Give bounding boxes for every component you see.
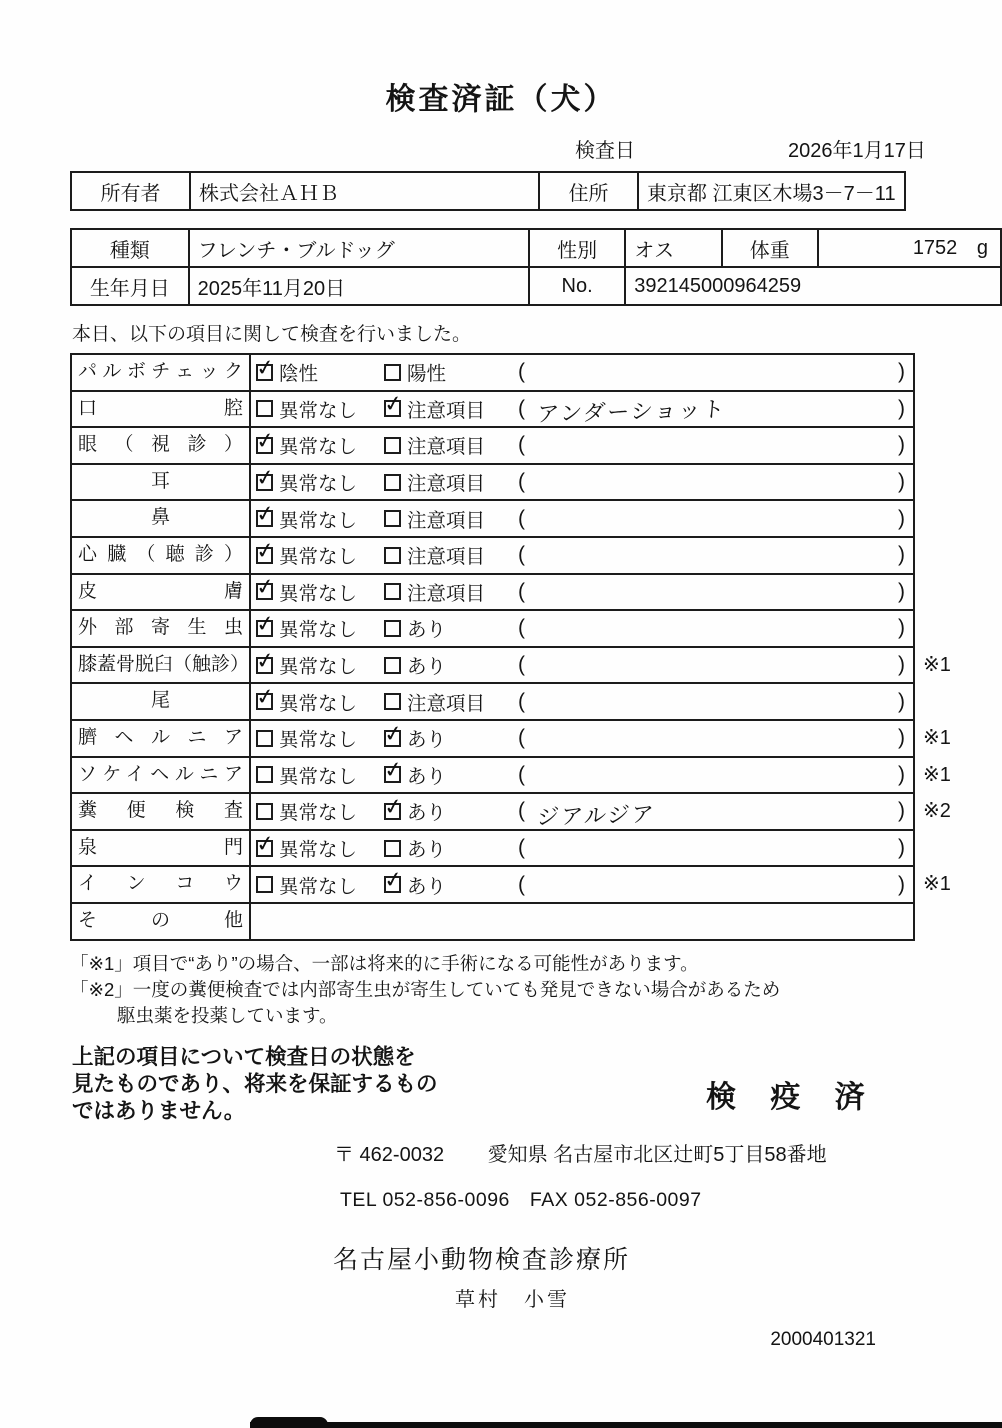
owner-value: 株式会社ＡＨＢ <box>190 172 539 210</box>
findings-field <box>514 763 913 787</box>
birthdate-value: 2025年11月20日 <box>189 267 529 305</box>
checklist-row <box>72 756 951 793</box>
findings-field <box>514 393 913 427</box>
checkbox-icon <box>256 876 273 893</box>
checkbox-icon <box>256 364 273 381</box>
findings-field <box>514 360 913 384</box>
findings-field <box>514 580 913 604</box>
option-1 <box>251 541 384 569</box>
checklist-row <box>72 536 913 573</box>
close-paren: ) <box>898 689 905 713</box>
footnote-1: 「※1」項目で“あり”の場合、一部は将来的に手術になる可能性があります。 <box>70 952 699 974</box>
option-2-label: あり <box>407 619 447 642</box>
open-paren: ( <box>518 762 525 786</box>
sex-label: 性別 <box>529 229 625 267</box>
checklist-row <box>72 390 913 427</box>
footnote-mark: ※2 <box>923 800 951 823</box>
handwritten-note: アンダーショット <box>535 396 728 427</box>
checkbox-icon <box>384 730 401 747</box>
intro-text: 本日、以下の項目に関して検査を行いました。 <box>72 324 472 345</box>
close-paren: ) <box>898 653 905 677</box>
option-2-label: 注意項目 <box>407 436 486 459</box>
checklist-row <box>72 902 913 939</box>
checkbox-icon <box>384 803 401 820</box>
option-2-label: 注意項目 <box>407 582 486 605</box>
checklist-row <box>72 573 913 610</box>
pet-row-2 <box>71 267 1001 305</box>
checkbox-icon <box>256 620 273 637</box>
checkbox-icon <box>384 693 401 710</box>
row-body <box>251 355 913 390</box>
close-paren: ) <box>898 360 905 384</box>
option-1-label: 異常なし <box>279 802 358 825</box>
open-paren: ( <box>518 653 525 677</box>
open-paren: ( <box>518 433 525 457</box>
handwritten-note <box>525 441 898 451</box>
pet-table <box>70 228 1002 306</box>
checkbox-icon <box>256 474 273 491</box>
clinic-name: 名古屋小動物検査診療所 <box>333 1246 631 1275</box>
option-1-label: 異常なし <box>279 619 358 642</box>
open-paren: ( <box>518 689 525 713</box>
open-paren: ( <box>518 543 525 567</box>
row-body <box>251 648 913 683</box>
option-2-label: 注意項目 <box>407 546 486 569</box>
checkbox-icon <box>256 730 273 747</box>
sex-value: オス <box>625 229 721 267</box>
findings-field <box>514 726 913 750</box>
veterinarian-name: 草村 小雪 <box>455 1289 570 1312</box>
row-body <box>251 501 913 536</box>
checklist-row <box>72 426 913 463</box>
clinic-postal-code: 〒 462-0032 <box>334 1144 445 1167</box>
checkbox-icon <box>256 766 273 783</box>
close-paren: ) <box>898 396 905 420</box>
clinic-address-line <box>334 1138 1002 1167</box>
close-paren: ) <box>898 872 905 896</box>
option-1 <box>251 614 384 642</box>
option-1-label: 陰性 <box>279 363 319 386</box>
checkbox-icon <box>384 876 401 893</box>
address-value: 東京都 江東区木場3－7－11 <box>638 172 905 210</box>
checkbox-icon <box>256 400 273 417</box>
option-2 <box>384 395 514 423</box>
handwritten-note <box>525 514 898 524</box>
option-2 <box>384 578 514 606</box>
option-1 <box>251 761 384 789</box>
checkbox-icon <box>384 583 401 600</box>
weight-value-cell <box>818 229 1001 267</box>
item-label: パルボチェック <box>72 355 251 390</box>
handwritten-note <box>525 477 898 487</box>
option-1 <box>251 358 384 386</box>
option-1-label: 異常なし <box>279 436 358 459</box>
handwritten-note <box>525 880 898 890</box>
handwritten-note <box>525 660 898 670</box>
checkbox-icon <box>256 510 273 527</box>
item-label: 尾 <box>72 684 251 719</box>
option-1 <box>251 431 384 459</box>
checklist-row <box>72 829 913 866</box>
close-paren: ) <box>898 799 905 823</box>
checkbox-icon <box>256 583 273 600</box>
handwritten-note <box>525 367 898 377</box>
checklist-row <box>72 499 913 536</box>
weight-unit: g <box>976 236 988 259</box>
checkbox-icon <box>384 620 401 637</box>
option-1 <box>251 395 384 423</box>
serial-number: 2000401321 <box>770 1329 876 1351</box>
option-2-label: 陽性 <box>407 363 447 386</box>
findings-field <box>514 796 913 830</box>
open-paren: ( <box>518 836 525 860</box>
footnote-2-line-2: 駆虫薬を投薬しています。 <box>117 1005 338 1027</box>
option-1 <box>251 688 384 716</box>
row-body <box>251 684 913 719</box>
close-paren: ) <box>898 836 905 860</box>
checkbox-icon <box>384 657 401 674</box>
page-title: 検査済証（犬） <box>385 83 617 116</box>
checkbox-icon <box>384 364 401 381</box>
owner-label: 所有者 <box>71 172 190 210</box>
checkbox-icon <box>256 437 273 454</box>
scan-edge-artifact <box>250 1422 1002 1428</box>
option-1-label: 異常なし <box>279 692 358 715</box>
footnote-mark: ※1 <box>923 653 951 676</box>
option-1-label: 異常なし <box>279 839 358 862</box>
option-1 <box>251 797 384 825</box>
option-2 <box>384 871 514 899</box>
option-1 <box>251 468 384 496</box>
handwritten-note <box>525 843 898 853</box>
open-paren: ( <box>518 872 525 896</box>
findings-field <box>514 433 913 457</box>
option-1-label: 異常なし <box>279 546 358 569</box>
close-paren: ) <box>898 616 905 640</box>
row-body <box>251 794 913 829</box>
open-paren: ( <box>518 506 525 530</box>
handwritten-note <box>525 770 898 780</box>
item-label: 口腔 <box>72 392 251 427</box>
option-2-label: あり <box>407 765 447 788</box>
option-2-label: あり <box>407 802 447 825</box>
disclaimer-line-3: ではありません。 <box>72 1098 246 1123</box>
option-2 <box>384 834 514 862</box>
owner-table <box>70 171 906 211</box>
footnote-mark: ※1 <box>923 873 951 896</box>
checklist-row <box>72 865 951 902</box>
breed-label: 種類 <box>71 229 189 267</box>
inspection-date-value: 2026年1月17日 <box>788 140 926 162</box>
checkbox-icon <box>384 547 401 564</box>
open-paren: ( <box>518 396 525 420</box>
row-body <box>251 611 913 646</box>
checkbox-icon <box>256 693 273 710</box>
option-2 <box>384 688 514 716</box>
item-label: ソケイヘルニア <box>72 758 251 793</box>
item-label: 眼（視診） <box>72 428 251 463</box>
option-1-label: 異常なし <box>279 509 358 532</box>
row-body <box>251 465 913 500</box>
close-paren: ) <box>898 470 905 494</box>
open-paren: ( <box>518 799 525 823</box>
clinic-tel-fax: TEL 052-856-0096 FAX 052-856-0097 <box>340 1189 702 1212</box>
no-label: No. <box>529 267 625 305</box>
pet-row-1 <box>71 229 1001 267</box>
close-paren: ) <box>898 579 905 603</box>
row-body <box>251 867 913 902</box>
checkbox-icon <box>384 437 401 454</box>
handwritten-note <box>525 733 898 743</box>
inspection-date-label: 検査日 <box>575 140 635 162</box>
row-body <box>251 575 913 610</box>
option-1-label: 異常なし <box>279 399 358 422</box>
weight-value: 1752 <box>912 236 958 259</box>
close-paren: ) <box>898 726 905 750</box>
findings-field <box>514 873 913 897</box>
row-body <box>251 758 913 793</box>
option-1-label: 異常なし <box>279 582 358 605</box>
option-2-label: 注意項目 <box>407 509 486 532</box>
option-2-label: あり <box>407 729 447 752</box>
weight-label: 体重 <box>722 229 818 267</box>
checklist-row <box>72 355 913 390</box>
option-2-label: あり <box>407 839 447 862</box>
bottom-block <box>0 1044 1002 1351</box>
quarantine-passed-stamp: 検 疫 済 <box>706 1081 878 1115</box>
item-label: 臍ヘルニア <box>72 721 251 756</box>
option-2 <box>384 614 514 642</box>
item-label: 泉門 <box>72 831 251 866</box>
birthdate-label: 生年月日 <box>71 267 189 305</box>
checklist-row <box>72 463 913 500</box>
close-paren: ) <box>898 762 905 786</box>
checkbox-icon <box>384 766 401 783</box>
item-label: その他 <box>72 904 251 939</box>
checklist-row <box>72 682 913 719</box>
option-2 <box>384 431 514 459</box>
no-value: 392145000964259 <box>625 267 1001 305</box>
address-label: 住所 <box>539 172 638 210</box>
option-2-label: 注意項目 <box>407 692 486 715</box>
open-paren: ( <box>518 470 525 494</box>
findings-field <box>514 507 913 531</box>
option-2 <box>384 761 514 789</box>
findings-field <box>514 653 913 677</box>
option-2-label: 注意項目 <box>407 473 486 496</box>
findings-field <box>514 616 913 640</box>
row-body <box>251 831 913 866</box>
option-2 <box>384 651 514 679</box>
option-1-label: 異常なし <box>279 765 358 788</box>
open-paren: ( <box>518 616 525 640</box>
checkbox-icon <box>256 657 273 674</box>
open-paren: ( <box>518 726 525 750</box>
option-1 <box>251 505 384 533</box>
option-1 <box>251 871 384 899</box>
checkbox-icon <box>256 803 273 820</box>
handwritten-note <box>525 587 898 597</box>
option-2 <box>384 358 514 386</box>
option-1-label: 異常なし <box>279 473 358 496</box>
checkbox-icon <box>384 400 401 417</box>
item-label: 心臓（聴診） <box>72 538 251 573</box>
item-label: インコウ <box>72 867 251 902</box>
option-1-label: 異常なし <box>279 656 358 679</box>
findings-field <box>514 543 913 567</box>
findings-field <box>514 836 913 860</box>
handwritten-note: ジアルジア <box>535 801 657 830</box>
close-paren: ) <box>898 506 905 530</box>
findings-field <box>514 690 913 714</box>
item-label: 外部寄生虫 <box>72 611 251 646</box>
item-label: 糞便検査 <box>72 794 251 829</box>
footnote-2-line-1: 「※2」一度の糞便検査では内部寄生虫が寄生していても発見できない場合があるため <box>70 978 781 1000</box>
handwritten-note <box>525 697 898 707</box>
option-2-label: あり <box>407 656 447 679</box>
row-body <box>251 428 913 463</box>
checkbox-icon <box>384 474 401 491</box>
checklist-row <box>72 646 951 683</box>
item-label: 皮膚 <box>72 575 251 610</box>
option-2-label: 注意項目 <box>407 399 486 422</box>
row-body <box>251 904 913 939</box>
option-1 <box>251 834 384 862</box>
close-paren: ) <box>898 543 905 567</box>
handwritten-note <box>525 624 898 634</box>
item-label: 耳 <box>72 465 251 500</box>
option-2 <box>384 505 514 533</box>
findings-field <box>514 470 913 494</box>
checkbox-icon <box>256 547 273 564</box>
checklist-row <box>72 792 951 830</box>
checklist-row <box>72 719 951 756</box>
handwritten-note <box>525 550 898 560</box>
option-1 <box>251 651 384 679</box>
option-2 <box>384 797 514 825</box>
option-2-label: あり <box>407 875 447 898</box>
inspection-date-row <box>0 134 1002 162</box>
option-2 <box>384 468 514 496</box>
open-paren: ( <box>518 579 525 603</box>
row-body <box>251 538 913 573</box>
option-1-label: 異常なし <box>279 875 358 898</box>
close-paren: ) <box>898 433 905 457</box>
option-2 <box>384 541 514 569</box>
breed-value: フレンチ・ブルドッグ <box>189 229 529 267</box>
open-paren: ( <box>518 360 525 384</box>
checkbox-icon <box>256 840 273 857</box>
option-2 <box>384 724 514 752</box>
footnote-mark: ※1 <box>923 726 951 749</box>
checkbox-icon <box>384 510 401 527</box>
footnote-mark: ※1 <box>923 763 951 786</box>
owner-row <box>71 172 905 210</box>
item-label: 鼻 <box>72 501 251 536</box>
disclaimer-line-2: 見たものであり、将来を保証するもの <box>72 1071 438 1096</box>
item-label: 膝蓋骨脱臼（触診） <box>72 648 251 683</box>
option-1-label: 異常なし <box>279 729 358 752</box>
option-1 <box>251 578 384 606</box>
checklist-row <box>72 609 913 646</box>
checkbox-icon <box>384 840 401 857</box>
checklist-table <box>70 353 951 941</box>
scan-edge-blob <box>250 1417 328 1428</box>
row-body <box>251 392 913 427</box>
clinic-address: 愛知県 名古屋市北区辻町5丁目58番地 <box>487 1144 827 1167</box>
row-body <box>251 721 913 756</box>
option-1 <box>251 724 384 752</box>
footnotes <box>70 951 1002 1030</box>
disclaimer-line-1: 上記の項目について検査日の状態を <box>72 1045 416 1070</box>
